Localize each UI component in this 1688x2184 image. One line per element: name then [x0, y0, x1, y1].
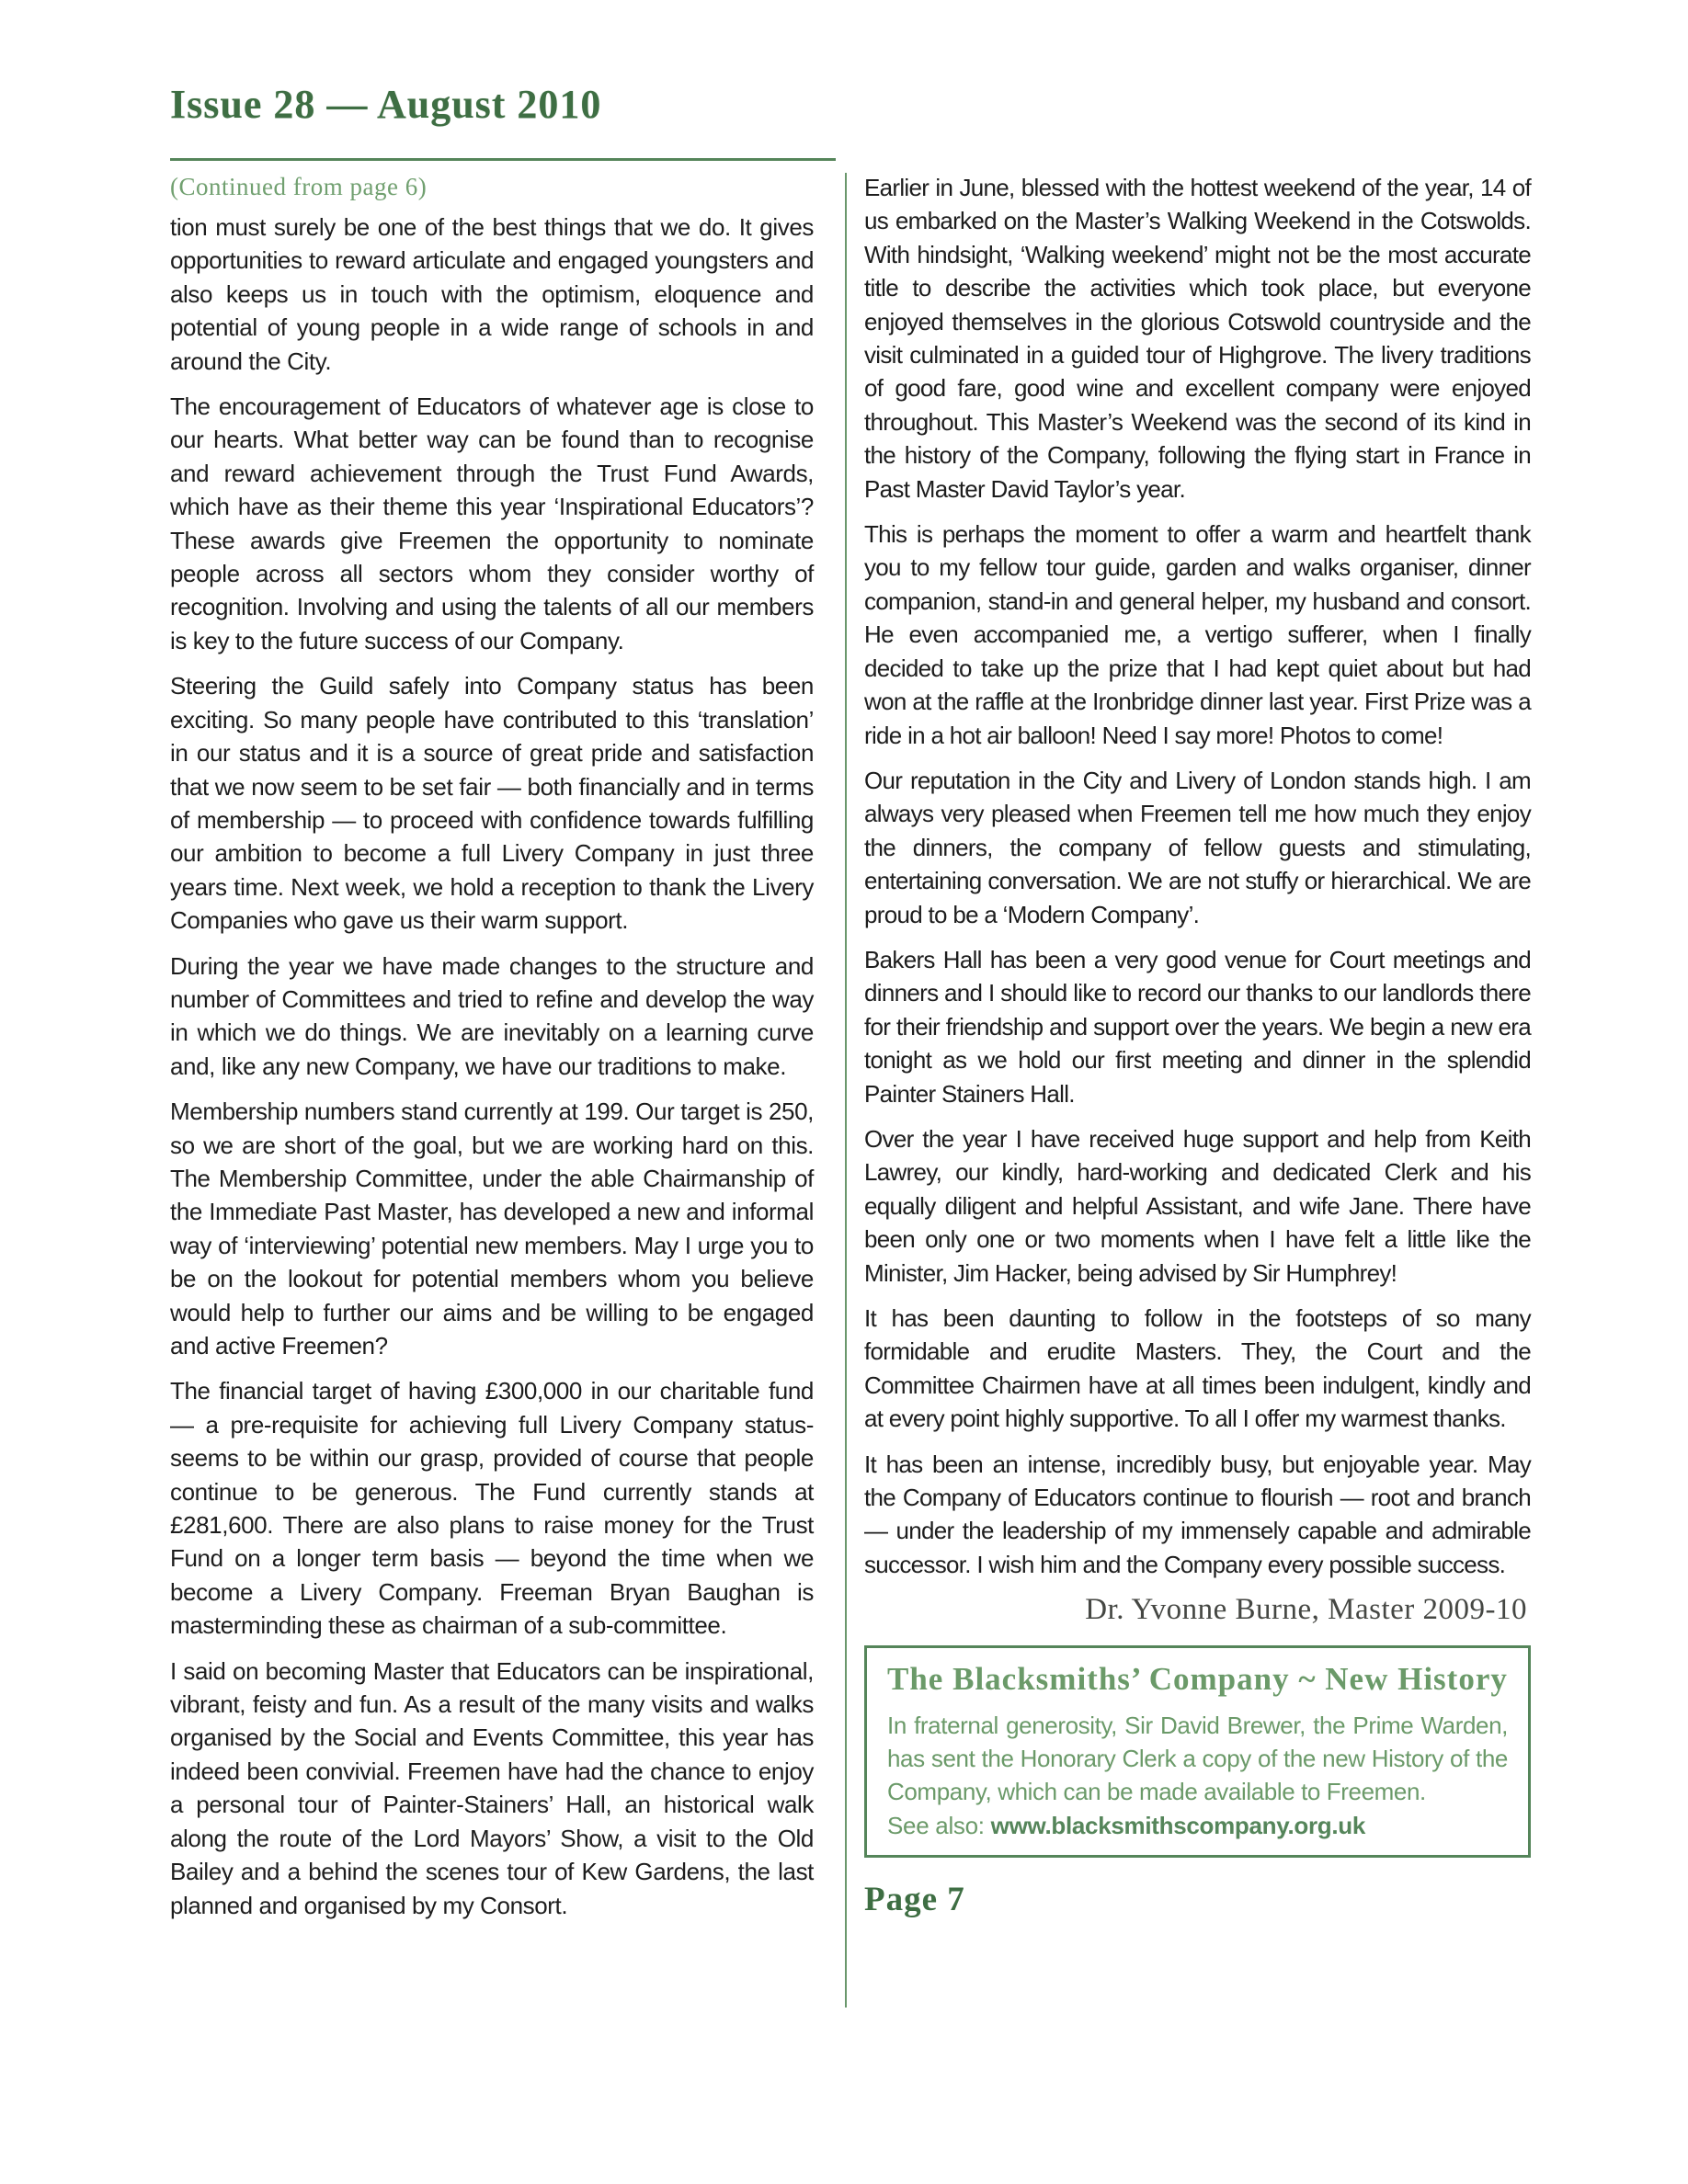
paragraph: Earlier in June, blessed with the hottest weekend of the year, 14 of us embarked on the Master’s Walking Weekend in the Cotswolds. With hindsight, ‘Walking weekend’ might not be the most accurate title to describe the activities which took place, but everyone enjoyed themselves in the glorious Cotswold countryside and the visit culminated in a guided tour of Highgrove. The livery traditions of good fare, good wine and excellent company were enjoyed throughout. This Master’s Weekend was the second of its kind in the history of the Company, following the flying start in France in Past Master David Taylor’s year. [864, 174, 1531, 503]
two-column-layout [170, 171, 1531, 1934]
column-right [864, 171, 1531, 1934]
paragraph: Our reputation in the City and Livery of London stands high. I am always very pleased when Freemen tell me how much they enjoy the dinners, the company of fellow guests and stimulating, entertaining conversation. We are not stuffy or hierarchical. We are proud to be a ‘Modern Company’. [864, 766, 1531, 928]
paragraph: During the year we have made changes to the structure and number of Committees and tried to refine and develop the way in which we do things. We are inevitably on a learning curve and, like any new Company, we have our traditions to make. [170, 951, 814, 1080]
paragraph: tion must surely be one of the best things that we do. It gives opportunities to reward articulate and engaged youngsters and also keeps us in touch with the optimism, eloquence and potential of young people in a wide range of schools in and around the City. [170, 213, 814, 375]
infobox-see-also [887, 1812, 1508, 1840]
page-title: Issue 28 — August 2010 [170, 82, 602, 127]
paragraph: It has been an intense, incredibly busy, but enjoyable year. May the Company of Educators continue to flourish — root and branch — under the leadership of my immensely capable and admirable successor. I wish him and the Company every possible success. [864, 1450, 1531, 1578]
column-left [170, 171, 814, 1934]
header-divider [170, 158, 836, 161]
paragraph: I said on becoming Master that Educators can be inspirational, vibrant, feisty and fun. As a result of the many visits and walks organised by the Social and Events Committee, this year has indeed been convivial. Freemen have had the chance to enjoy a personal tour of Painter-Stainers’ Hall, an historical walk along the route of the Lord Mayors’ Show, a visit to the Old Bailey and a behind the scenes tour of Kew Gardens, the last planned and organised by my Consort. [170, 1656, 814, 1919]
paragraph: It has been daunting to follow in the footsteps of so many formidable and erudite Masters. They, the Court and the Committee Chairmen have at all times been indulgent, kindly and at every point highly supportive. To all I offer my warmest thanks. [864, 1304, 1531, 1433]
blacksmiths-infobox [864, 1645, 1531, 1858]
blacksmiths-url[interactable]: www.blacksmithscompany.org.uk [990, 1812, 1366, 1840]
paragraph: The financial target of having £300,000 in our charitable fund — a pre-requisite for achieving full Livery Company status- seems to be within our grasp, provided of course that people continue to be generous. The Fund currently stands at £281,600. There are also plans to raise money for the Trust Fund on a longer term basis — beyond the time when we become a Livery Company. Freeman Bryan Baughan is masterminding these as chairman of a sub-committee. [170, 1377, 814, 1640]
paragraph: Steering the Guild safely into Company status has been exciting. So many people have contributed to this ‘translation’ in our status and it is a source of great pride and satisfaction that we now seem to be set fair — both financially and in terms of membership — to proceed with confidence towards fulfilling our ambition to become a full Livery Company in just three years time. Next week, we hold a reception to thank the Livery Companies who gave us their warm support. [170, 672, 814, 935]
signature: Dr. Yvonne Burne, Master 2009-10 [1085, 1593, 1527, 1627]
paragraph: The encouragement of Educators of whatever age is close to our hearts. What better way can be found than to recognise and reward achievement through the Trust Fund Awards, which have as their theme this year ‘Inspirational Educators’? These awards give Freemen the opportunity to nominate people across all sectors whom they consider worthy of recognition. Involving and using the talents of all our members is key to the future success of our Company. [170, 392, 814, 654]
continued-note: (Continued from page 6) [170, 173, 428, 200]
paragraph: Membership numbers stand currently at 199. Our target is 250, so we are short of the goal, but we are working hard on this. The Membership Committee, under the able Chairmanship of the Immediate Past Master, has developed a new and informal way of ‘interviewing’ potential new members. May I urge you to be on the lookout for potential members whom you believe would help to further our aims and be willing to be engaged and active Freemen? [170, 1098, 814, 1359]
infobox-body: In fraternal generosity, Sir David Brewer, the Prime Warden, has sent the Honorary Clerk a copy of the new History of the Company, which can be made available to Freemen. [887, 1712, 1508, 1806]
paragraph: Bakers Hall has been a very good venue for Court meetings and dinners and I should like to record our thanks to our landlords there for their friendship and support over the years. We begin a new era tonight as we hold our first meeting and dinner in the splendid Painter Stainers Hall. [864, 945, 1531, 1108]
infobox-title: The Blacksmiths’ Company ~ New History [887, 1661, 1508, 1698]
see-also-label: See also: [887, 1812, 991, 1840]
paragraph: This is perhaps the moment to offer a warm and heartfelt thank you to my fellow tour guide, garden and walks organiser, dinner companion, stand-in and general helper, my husband and consort. He even accompanied me, a vertigo sufferer, when I finally decided to take up the prize that I had kept quiet about but had won at the raffle at the Ironbridge dinner last year. First Prize was a ride in a hot air balloon! Need I say more! Photos to come! [864, 520, 1531, 749]
paragraph: Over the year I have received huge support and help from Keith Lawrey, our kindly, hard-working and dedicated Clerk and his equally diligent and helpful Assistant, and wife Jane. There have been only one or two moments when I have felt a little like the Minister, Jim Hacker, being advised by Sir Humphrey! [864, 1124, 1531, 1287]
page-number: Page 7 [864, 1881, 965, 1919]
